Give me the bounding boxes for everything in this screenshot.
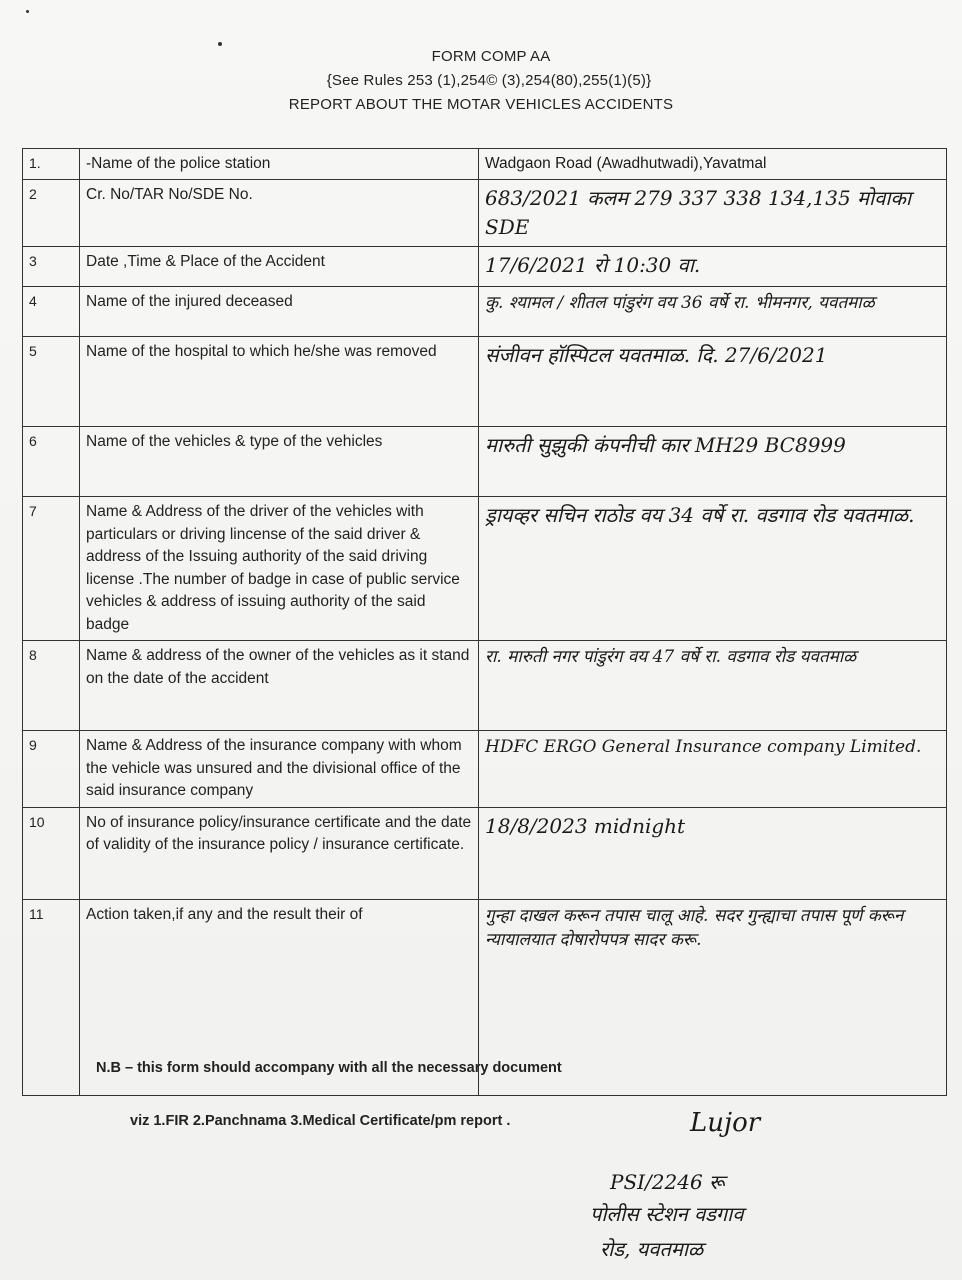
row-number: 7 (23, 497, 80, 641)
field-value: कु. श्यामल / शीतल पांडुरंग वय 36 वर्षे रा. भीमनगर, यवतमाळ (479, 287, 947, 337)
table-row (23, 247, 947, 287)
field-value: 17/6/2021 रो 10:30 वा. (479, 247, 947, 287)
officer-designation: PSI/2246 रू (610, 1170, 725, 1194)
field-label: Name & address of the owner of the vehicles as it stand on the date of the accident (80, 641, 479, 731)
table-row (23, 497, 947, 641)
field-value: 683/2021 कलम 279 337 338 134,135 मोवाका SDE (479, 180, 947, 247)
officer-location: रोड, यवतमाळ (600, 1237, 704, 1261)
field-value: रा. मारुती नगर पांडुरंग वय 47 वर्षे रा. वडगाव रोड यवतमाळ (479, 641, 947, 731)
ink-dot (26, 10, 29, 13)
table-row (23, 807, 947, 899)
field-label: No of insurance policy/insurance certificate and the date of validity of the insurance policy / insurance certificate. (80, 807, 479, 899)
officer-station: पोलीस स्टेशन वडगाव (590, 1202, 744, 1226)
field-label: Action taken,if any and the result their of (80, 899, 479, 1095)
field-value: ड्रायव्हर सचिन राठोड वय 34 वर्षे रा. वडगाव रोड यवतमाळ. (479, 497, 947, 641)
row-number: 4 (23, 287, 80, 337)
officer-signature: Lujor (690, 1108, 761, 1138)
field-value: HDFC ERGO General Insurance company Limited. (479, 731, 947, 807)
ink-dot (218, 42, 222, 46)
form-rules: {See Rules 253 (1),254© (3),254(80),255(1)(5)} (326, 72, 652, 89)
field-label: Date ,Time & Place of the Accident (80, 247, 479, 287)
field-label: -Name of the police station (80, 149, 479, 180)
accident-report-table (22, 148, 947, 1096)
table-row (23, 641, 947, 731)
table-row (23, 427, 947, 497)
field-value: Wadgaon Road (Awadhutwadi),Yavatmal (479, 149, 947, 180)
field-label: Name of the vehicles & type of the vehicles (80, 427, 479, 497)
form-subtitle: REPORT ABOUT THE MOTAR VEHICLES ACCIDENTS (288, 96, 674, 113)
table-row (23, 287, 947, 337)
field-label: Name of the injured deceased (80, 287, 479, 337)
form-title: FORM COMP AA (431, 48, 551, 65)
row-number: 3 (23, 247, 80, 287)
field-value: मारुती सुझुकी कंपनीची कार MH29 BC8999 (479, 427, 947, 497)
table-row (23, 149, 947, 180)
footnote-line-2: viz 1.FIR 2.Panchnama 3.Medical Certificate/pm report . (130, 1113, 511, 1129)
field-value: 18/8/2023 midnight (479, 807, 947, 899)
field-label: Name & Address of the driver of the vehicles with particulars or driving lincense of the said driver & address of the Issuing authority of the said driving license .The number of badge in case of public service vehicles & address of issuing authority of the said badge (80, 497, 479, 641)
row-number: 9 (23, 731, 80, 807)
table-row (23, 337, 947, 427)
row-number: 1. (23, 149, 80, 180)
row-number: 11 (23, 899, 80, 1095)
row-number: 10 (23, 807, 80, 899)
row-number: 2 (23, 180, 80, 247)
field-label: Name of the hospital to which he/she was removed (80, 337, 479, 427)
field-label: Name & Address of the insurance company with whom the vehicle was unsured and the divisional office of the said insurance company (80, 731, 479, 807)
row-number: 8 (23, 641, 80, 731)
table-row (23, 180, 947, 247)
field-label: Cr. No/TAR No/SDE No. (80, 180, 479, 247)
row-number: 6 (23, 427, 80, 497)
row-number: 5 (23, 337, 80, 427)
field-value: गुन्हा दाखल करून तपास चालू आहे. सदर गुन्ह्याचा तपास पूर्ण करून न्यायालयात दोषारोपपत्र सादर करू. (479, 899, 947, 1095)
table-row (23, 731, 947, 807)
footnote-line-1: N.B – this form should accompany with all the necessary document (96, 1060, 562, 1076)
field-value: संजीवन हॉस्पिटल यवतमाळ. दि. 27/6/2021 (479, 337, 947, 427)
